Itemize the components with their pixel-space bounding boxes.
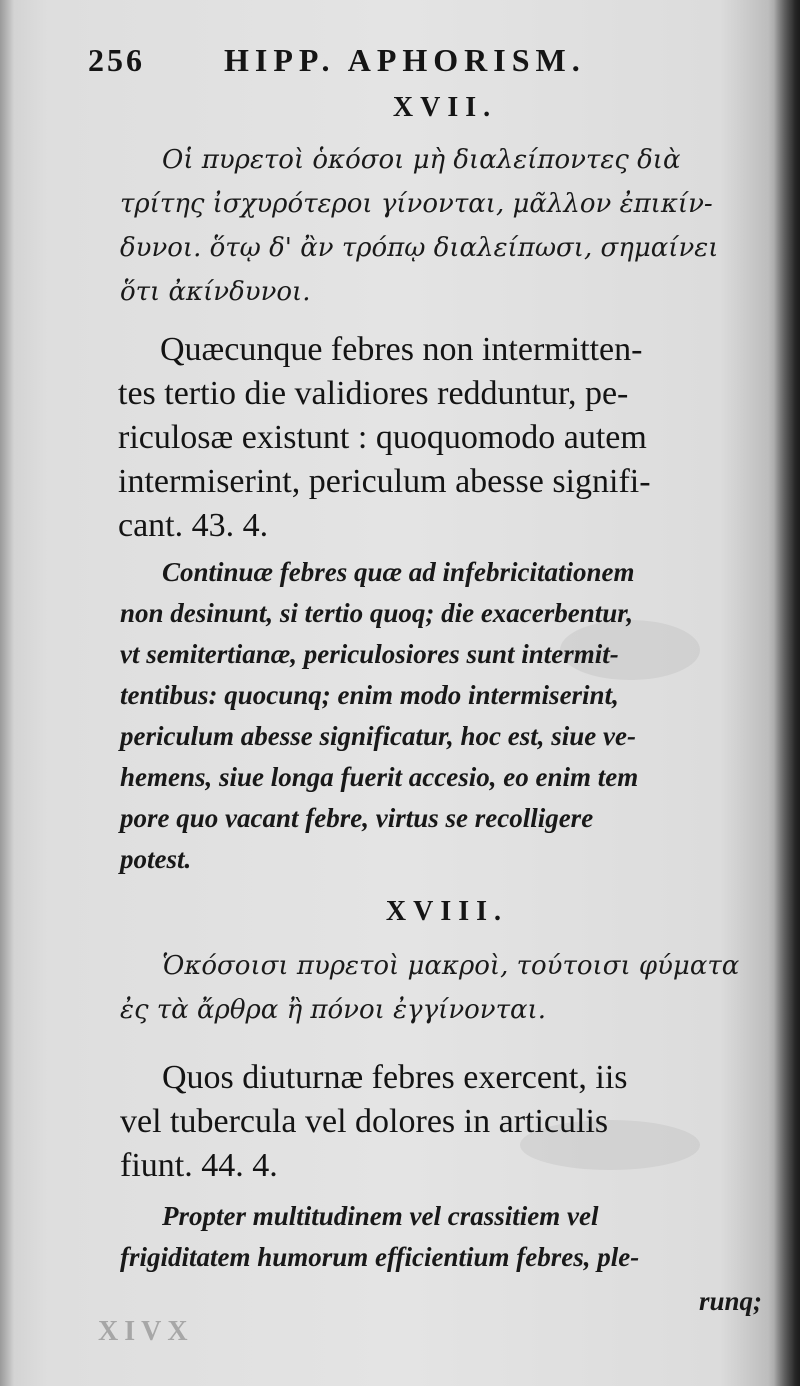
commentary-line: frigiditatem humorum efficientium febres, ple-	[120, 1242, 640, 1272]
commentary-line: potest.	[120, 844, 192, 874]
latin-line: intermiserint, periculum abesse signifi-	[118, 463, 651, 500]
page-right-shadow	[774, 0, 800, 1386]
commentary-line: Continuæ febres quæ ad infebricitationem	[162, 557, 635, 587]
latin-line: riculosæ existunt : quoquomodo autem	[118, 419, 647, 456]
page-number: 256	[88, 42, 145, 78]
greek-line: Οἱ πυρετοὶ ὁκόσοι μὴ διαλείποντες διὰ	[162, 145, 681, 175]
commentary-line: pore quo vacant febre, virtus se recolligere	[120, 803, 594, 833]
latin-line: tes tertio die validiores redduntur, pe-	[118, 375, 629, 412]
bleed-through-text: XIVX	[98, 1316, 194, 1347]
running-head	[88, 42, 668, 86]
commentary-line: Propter multitudinem vel crassitiem vel	[162, 1201, 599, 1231]
section-number-xviii: XVIII.	[385, 896, 509, 927]
greek-line: δυνοι. ὅτῳ δ' ἂν τρόπῳ διαλείπωσι, σημαίνει	[120, 233, 719, 263]
latin-aphorism-xviii	[120, 1056, 770, 1188]
commentary-line: periculum abesse significatur, hoc est, siue ve-	[120, 721, 636, 751]
commentary-xvii	[120, 552, 765, 880]
latin-line: Quæcunque febres non intermitten-	[160, 331, 643, 368]
latin-line: Quos diuturnæ febres exercent, iis	[162, 1059, 628, 1096]
commentary-line: tentibus: quocunq; enim modo intermiserint,	[120, 680, 619, 710]
catchword: runq;	[698, 1286, 762, 1316]
commentary-line: hemens, siue longa fuerit accesio, eo enim tem	[120, 762, 639, 792]
latin-aphorism-xvii	[118, 328, 768, 548]
commentary-line: vt semitertianæ, periculosiores sunt intermit-	[120, 639, 619, 669]
greek-aphorism-xviii	[120, 944, 760, 1032]
greek-line: ἐς τὰ ἄρθρα ἢ πόνοι ἐγγίνονται.	[120, 995, 546, 1025]
greek-line: τρίτης ἰσχυρότεροι γίνονται, μᾶλλον ἐπικίν-	[120, 189, 713, 219]
latin-line: fiunt. 44. 4.	[120, 1147, 278, 1184]
greek-line: ὅτι ἀκίνδυνοι.	[120, 277, 311, 307]
greek-aphorism-xvii	[120, 138, 760, 314]
latin-line: vel tubercula vel dolores in articulis	[120, 1103, 609, 1140]
commentary-line: non desinunt, si tertio quoq; die exacerbentur,	[120, 598, 634, 628]
section-number-xvii: XVII.	[392, 92, 498, 123]
greek-line: Ὁκόσοισι πυρετοὶ μακροὶ, τούτοισι φύματα	[162, 951, 740, 981]
running-title: HIPP. APHORISM.	[224, 42, 586, 78]
latin-line: cant. 43. 4.	[118, 507, 269, 544]
commentary-xviii	[120, 1196, 765, 1278]
page-left-shadow	[0, 0, 14, 1386]
